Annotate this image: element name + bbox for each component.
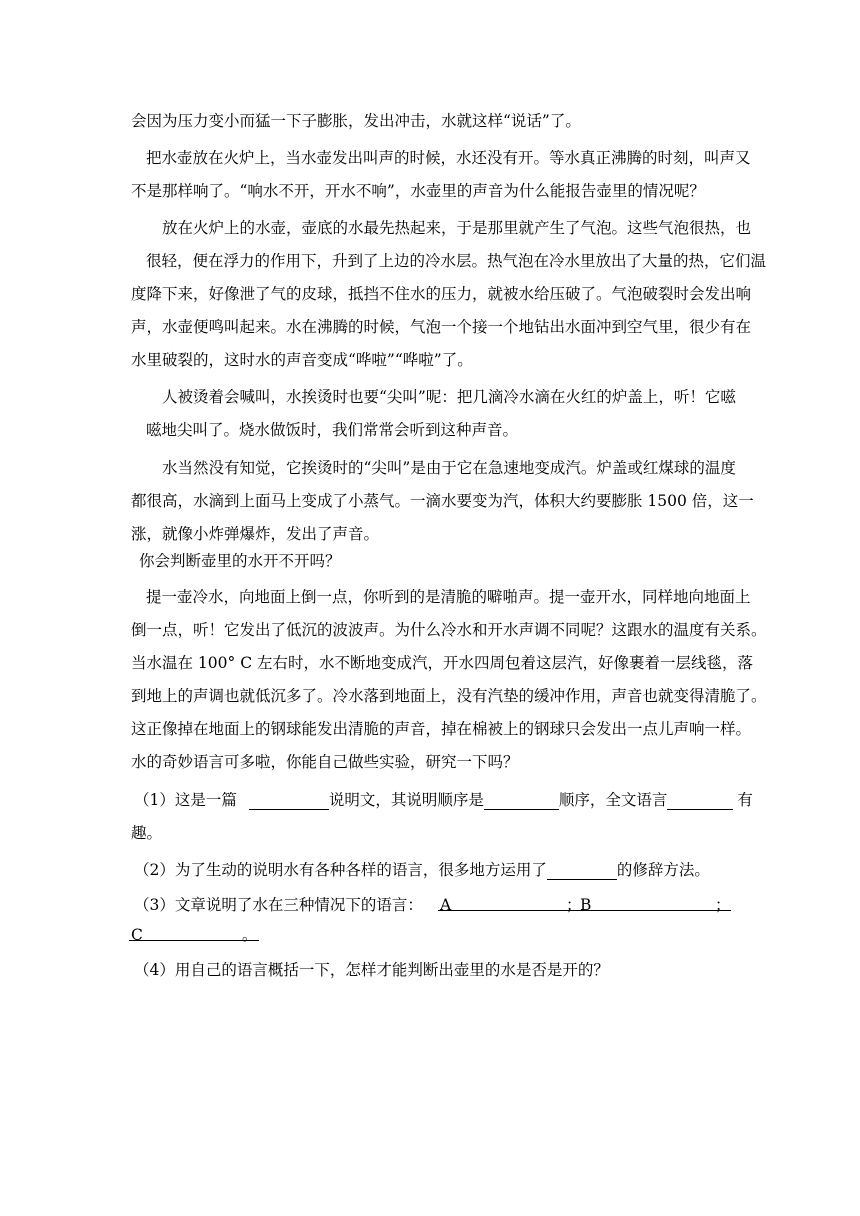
q3-text: （3）文章说明了水在三种情况下的语言： [134,896,423,914]
paragraph-line: 度降下来，好像泄了气的皮球，抵挡不住水的压力，就被水给压破了。气泡破裂时会发出响 [131,285,752,303]
paragraph-line: 放在火炉上的水壶，壶底的水最先热起来，于是那里就产生了气泡。这些气泡很热，也 [162,219,752,237]
q1-text-a: （1）这是一篇 [134,791,237,809]
q2-text-b: 的修辞方法。 [616,861,710,879]
paragraph-line: 都很高，水滴到上面马上变成了小蒸气。一滴水要变为汽，体积大约要膨胀 1500 倍，这一 [131,492,754,510]
answer-blank[interactable] [667,793,733,810]
paragraph-line: 水的奇妙语言可多啦，你能自己做些实验，研究一下吗？ [131,753,519,771]
question-4: （4）用自己的语言概括一下，怎样才能判断出壶里的水是否是开的？ [134,961,609,979]
question-3 [134,895,423,915]
paragraph-line: 提一壶冷水，向地面上倒一点，你听到的是清脆的噼啪声。提一壶开水，同样地向地面上 [146,588,751,606]
q3-blank-b-label: B [580,896,592,914]
paragraph-line: 水当然没有知觉，它挨烫时的“尖叫”是由于它在急速地变成汽。炉盖或红煤球的温度 [162,459,736,477]
answer-blank[interactable] [484,793,559,810]
q3-semicolon: ； [715,896,731,914]
paragraph-line: 水里破裂的，这时水的声音变成“哗啦”“哗啦”了。 [131,351,473,369]
paragraph-line: 嗞地尖叫了。烧水做饭时，我们常常会听到这种声音。 [146,421,519,439]
answer-blank-ab[interactable] [438,910,731,911]
q1-text-b: 说明文，其说明顺序是 [328,791,484,809]
q3-semicolon: ； [566,896,582,914]
q1-text-c: 顺序，全文语言 [558,791,668,809]
answer-blank[interactable] [547,863,617,880]
q3-blank-a-label: A [440,896,452,914]
paragraph-line: 倒一点，听！它发出了低沉的波波声。为什么冷水和开水声调不同呢？这跟水的温度有关系。 [131,621,767,639]
paragraph-line: 很轻，便在浮力的作用下，升到了上边的冷水层。热气泡在冷水里放出了大量的热，它们温 [146,252,767,270]
answer-blank-c[interactable] [129,940,259,941]
q3-period: 。 [242,926,258,944]
paragraph-line: 把水壶放在火炉上，当水壶发出叫声的时候，水还没有开。等水真正沸腾的时刻，叫声又 [146,149,751,167]
paragraph-line: 声，水壶便鸣叫起来。水在沸腾的时候，气泡一个接一个地钻出水面冲到空气里，很少有在 [131,318,752,336]
q3-blank-c-label: C [131,926,143,944]
paragraph-line: 当水温在 100° C 左右时，水不断地变成汽，开水四周包着这层汽，好像裹着一层线毯，落 [131,654,753,672]
paragraph-line: 不是那样响了。“响水不开，开水不响”，水壶里的声音为什么能报告壶里的情况呢？ [131,182,705,200]
question-2 [134,860,710,880]
paragraph-line: 会因为压力变小而猛一下子膨胀，发出冲击，水就这样“说话”了。 [131,112,581,130]
answer-blank[interactable] [249,793,329,810]
paragraph-line: 涨，就像小炸弹爆炸，发出了声音。 [131,525,380,543]
question-1 [134,790,753,810]
q1-text-d: 有 [737,791,753,809]
paragraph-line: 到地上的声调也就低沉多了。冷水落到地面上，没有汽垫的缓冲作用，声音也就变得清脆了。 [131,687,767,705]
paragraph-heading: 你会判断壶里的水开不开吗？ [139,552,341,570]
q1-continuation: 趣。 [131,824,163,842]
paragraph-line: 这正像掉在地面上的钢球能发出清脆的声音，掉在棉被上的钢球只会发出一点儿声响一样。 [131,720,752,738]
paragraph-line: 人被烫着会喊叫，水挨烫时也要“尖叫”呢：把几滴冷水滴在火红的炉盖上，听！它嗞 [162,388,736,406]
q2-text-a: （2）为了生动的说明水有各种各样的语言，很多地方运用了 [134,861,547,879]
